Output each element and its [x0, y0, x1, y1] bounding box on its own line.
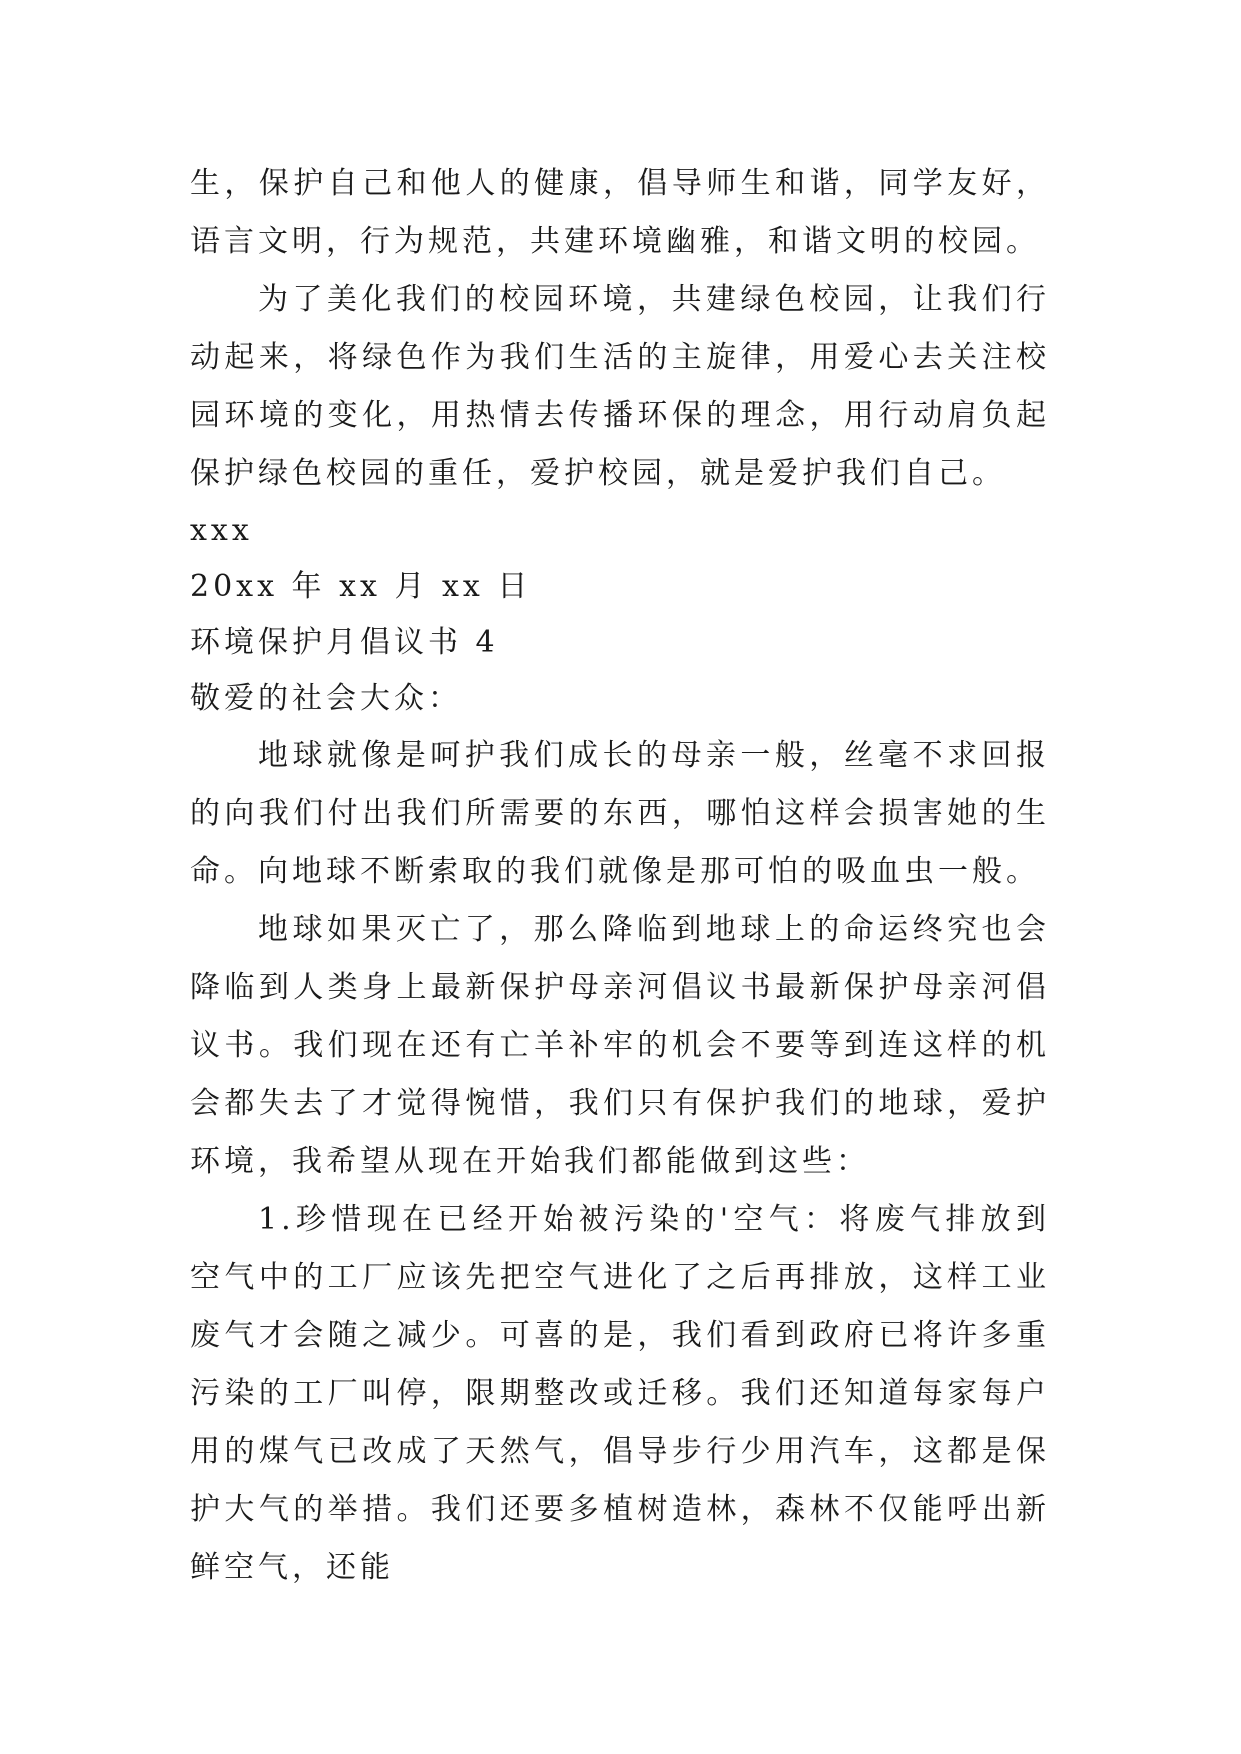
document-body	[190, 155, 1050, 1597]
signature-date: 20xx 年 xx 月 xx 日	[190, 569, 532, 604]
paragraph-school-harmony: 生，保护自己和他人的健康，倡导师生和谐，同学友好，语言文明，行为规范，共建环境幽雅，和谐文明的校园。	[190, 166, 1050, 259]
signature-name: xxx	[190, 513, 253, 548]
section-title: 环境保护月倡议书 4	[190, 625, 499, 660]
paragraph-green-campus: 为了美化我们的校园环境，共建绿色校园，让我们行动起来，将绿色作为我们生活的主旋律，用爱心去关注校园环境的变化，用热情去传播环保的理念，用行动肩负起保护绿色校园的重任，爱护校园，就是爱护我们自己。	[190, 282, 1050, 491]
paragraph-earth-mother: 地球就像是呵护我们成长的母亲一般，丝毫不求回报的向我们付出我们所需要的东西，哪怕这样会损害她的生命。向地球不断索取的我们就像是那可怕的吸血虫一般。	[190, 738, 1050, 889]
paragraph-earth-fate: 地球如果灭亡了，那么降临到地球上的命运终究也会降临到人类身上最新保护母亲河倡议书最新保护母亲河倡议书。我们现在还有亡羊补牢的机会不要等到连这样的机会都失去了才觉得惋惜，我们只有保护我们的地球，爱护环境，我希望从现在开始我们都能做到这些：	[190, 912, 1050, 1179]
paragraph-item-air: 1.珍惜现在已经开始被污染的'空气：将废气排放到空气中的工厂应该先把空气进化了之后再排放，这样工业废气才会随之减少。可喜的是，我们看到政府已将许多重污染的工厂叫停，限期整改或迁移。我们还知道每家每户用的煤气已改成了天然气，倡导步行少用汽车，这都是保护大气的举措。我们还要多植树造林，森林不仅能呼出新鲜空气，还能	[190, 1202, 1050, 1585]
salutation: 敬爱的社会大众：	[190, 681, 462, 716]
